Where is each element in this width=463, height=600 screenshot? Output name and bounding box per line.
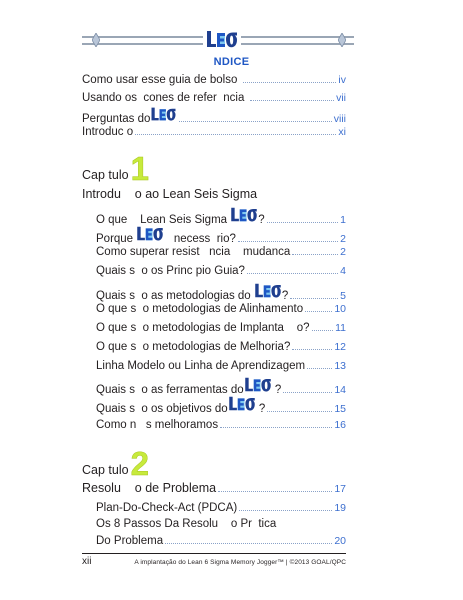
toc-entry-text: ?	[281, 290, 289, 302]
toc-page-number: 13	[334, 360, 346, 372]
toc-entry-text: ?	[258, 214, 265, 226]
footer-page-number: xii	[82, 556, 92, 567]
toc-entry[interactable]	[96, 263, 346, 279]
toc-entry-text: Usando os cones de refer ncia	[82, 92, 248, 104]
toc-page-number: 2	[340, 233, 346, 245]
toc-entry-text: ?	[255, 403, 266, 415]
toc-front-item[interactable]	[82, 72, 346, 88]
toc-section[interactable]	[82, 187, 346, 204]
dot-leader	[305, 301, 332, 312]
leo-logo-icon	[244, 376, 272, 393]
dot-leader	[239, 500, 332, 511]
toc-entry[interactable]	[96, 282, 346, 302]
leo-logo-icon	[228, 395, 256, 412]
toc-entry-text: Como n s melhoramos	[96, 419, 219, 431]
toc-entry-text: O que s o metodologias de Implanta o?	[96, 322, 310, 334]
toc-section[interactable]	[82, 481, 346, 498]
dot-leader	[135, 124, 336, 135]
toc-entry-text: O que s o metodologias de Melhoria?	[96, 341, 291, 353]
chapter-heading	[82, 150, 149, 187]
dot-leader	[307, 358, 332, 369]
toc-entry[interactable]	[96, 395, 346, 415]
toc-entry-text: Quais s o os objetivos do	[96, 403, 228, 415]
toc-front-item[interactable]	[82, 124, 346, 140]
leo-logo-icon	[206, 29, 238, 49]
toc-entry-text: Como superar resist ncia mudanca	[96, 246, 291, 258]
toc-entry-text: Linha Modelo ou Linha de Aprendizagem	[96, 360, 306, 372]
toc-entry[interactable]	[96, 301, 346, 317]
toc-page-number: 16	[334, 419, 346, 431]
toc-page-number: 20	[334, 535, 346, 547]
dot-leader	[165, 533, 332, 544]
toc-page-number: vii	[336, 92, 346, 104]
toc-page-number: 5	[340, 290, 346, 302]
chapter-label: Cap tulo	[82, 168, 129, 182]
toc-entry[interactable]	[96, 339, 346, 355]
diamond-ornament-icon	[338, 33, 346, 47]
toc-page-number: 1	[340, 214, 346, 226]
leo-logo-icon	[136, 225, 164, 242]
dot-leader	[218, 481, 332, 492]
dot-leader	[267, 401, 332, 412]
dot-leader	[292, 244, 338, 255]
leo-logo-icon	[150, 106, 177, 122]
dot-leader	[179, 111, 331, 122]
leo-logo-icon	[254, 282, 282, 299]
toc-entry-text: Plan-Do-Check-Act (PDCA)	[96, 502, 238, 514]
toc-page-number: 15	[334, 403, 346, 415]
header-banner	[82, 33, 354, 48]
toc-entry-text: Quais s o as metodologias do	[96, 290, 254, 302]
toc-entry-text: Introduc o	[82, 126, 134, 138]
section-title: Introdu o ao Lean Seis Sigma	[82, 187, 258, 201]
toc-entry-text: Do Problema	[96, 535, 164, 547]
toc-front-item[interactable]	[82, 90, 346, 106]
toc-entry-text: Os 8 Passos Da Resolu o Pr tica	[96, 518, 277, 530]
toc-page-number: 14	[334, 384, 346, 396]
toc-entry[interactable]	[96, 225, 346, 245]
dot-leader	[283, 382, 332, 393]
toc-entry-text: O que s o metodologias de Alinhamento	[96, 303, 304, 315]
toc-entry-text: Porque	[96, 233, 137, 245]
dot-leader	[247, 263, 338, 274]
page-footer	[82, 556, 346, 567]
leo-logo	[203, 29, 241, 49]
chapter-heading	[82, 445, 149, 482]
footer-rule	[82, 553, 346, 554]
toc-entry-text: Quais s o as ferramentas do	[96, 384, 244, 396]
toc-page-number: 10	[334, 303, 346, 315]
toc-page-number: 12	[334, 341, 346, 353]
toc-entry-text: Perguntas do	[82, 113, 151, 125]
toc-entry-text: Como usar esse guia de bolso	[82, 74, 241, 86]
chapter-label: Cap tulo	[82, 463, 129, 477]
toc-entry-text: O que Lean Seis Sigma	[96, 214, 231, 226]
diamond-ornament-icon	[92, 33, 100, 47]
toc-entry[interactable]	[96, 358, 346, 374]
dot-leader	[312, 320, 334, 331]
toc-page-number: iv	[338, 74, 346, 86]
dot-leader	[267, 212, 339, 223]
dot-leader	[292, 339, 332, 350]
chapter-number: 1	[130, 150, 149, 187]
toc-page-number: 2	[340, 246, 346, 258]
dot-leader	[290, 288, 338, 299]
dot-leader	[220, 417, 332, 428]
dot-leader	[250, 90, 335, 101]
toc-entry[interactable]	[96, 417, 346, 433]
toc-entry[interactable]	[96, 206, 346, 226]
footer-text: A implantação do Lean 6 Sigma Memory Jogger™ | ©2013 GOAL/QPC	[134, 559, 346, 566]
toc-page-number: viii	[333, 113, 346, 125]
index-title: NDICE	[213, 56, 250, 68]
toc-page-number: xi	[338, 126, 346, 138]
toc-page-number: 11	[335, 322, 346, 334]
chapter-number: 2	[130, 445, 149, 482]
toc-front-item[interactable]	[82, 106, 346, 125]
toc-entry-text: ?	[271, 384, 282, 396]
toc-entry-text: Quais s o os Princ pio Guia?	[96, 265, 245, 277]
toc-entry[interactable]	[96, 500, 346, 516]
toc-entry-text: necess rio?	[164, 233, 236, 245]
dot-leader	[243, 72, 337, 83]
section-title: Resolu o de Problema	[82, 481, 217, 495]
leo-logo-icon	[230, 206, 258, 223]
toc-page-number: 4	[340, 265, 346, 277]
toc-entry[interactable]	[96, 376, 346, 396]
toc-entry[interactable]	[96, 244, 346, 260]
toc-entry[interactable]	[96, 518, 346, 548]
toc-entry[interactable]	[96, 320, 346, 336]
dot-leader	[238, 231, 338, 242]
toc-page-number: 19	[334, 502, 346, 514]
toc-page-number: 17	[334, 483, 346, 495]
